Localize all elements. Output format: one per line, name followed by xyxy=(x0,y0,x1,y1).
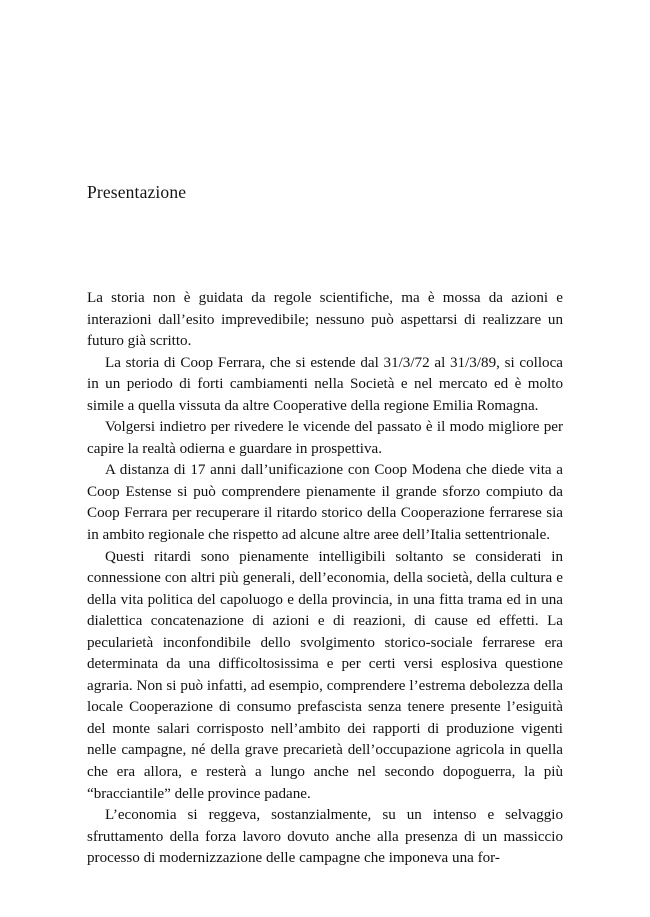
paragraph-5: Questi ritardi sono pienamente intelligibili soltanto se considerati in connessione con altri più generali, dell’economia, della società, della cultura e della vita politica del capoluogo e della provincia, in una fitta trama ed in una dialettica concatenazione di azioni e di reazioni, di cause ed effetti. La pecularietà inconfondibile dello svolgimento storico-sociale ferrarese era determinata da una difficoltosissima e per certi versi esplosiva questione agraria. Non si può infatti, ad esempio, comprendere l’estrema debolezza della locale Cooperazione di consumo prefascista senza tenere presente l’esiguità del monte salari corrisposto nell’ambito dei rapporti di produzione vigenti nelle campagne, né della grave precarietà dell’occupazione agricola in quella che era allora, e resterà a lungo anche nel secondo dopoguerra, la più “bracciantile” delle province padane. xyxy=(87,548,563,802)
body-text-block xyxy=(87,288,563,870)
page-title: Presentazione xyxy=(87,182,187,202)
paragraph-6: L’economia si reggeva, sostanzialmente, su un intenso e selvaggio sfruttamento della forza lavoro dovuto anche alla presenza di un massiccio processo di modernizzazione delle campagne che imponeva una for- xyxy=(87,807,563,867)
paragraph-2: La storia di Coop Ferrara, che si estende dal 31/3/72 al 31/3/89, si colloca in un periodo di forti cambiamenti nella Società e nel mercato ed è molto simile a quella vissuta da altre Cooperative della regione Emilia Romagna. xyxy=(87,354,563,414)
paragraph-1: La storia non è guidata da regole scientifiche, ma è mossa da azioni e interazioni dall’esito imprevedibile; nessuno può aspettarsi di realizzare un futuro già scritto. xyxy=(87,290,563,350)
paragraph-4: A distanza di 17 anni dall’unificazione con Coop Modena che diede vita a Coop Estense si può comprendere pienamente il grande sforzo compiuto da Coop Ferrara per recuperare il ritardo storico della Cooperazione ferrarese sia in ambito regionale che rispetto ad alcune altre aree dell’Italia settentrionale. xyxy=(87,462,563,544)
paragraph-3: Volgersi indietro per rivedere le vicende del passato è il modo migliore per capire la realtà odierna e guardare in prospettiva. xyxy=(87,419,563,457)
